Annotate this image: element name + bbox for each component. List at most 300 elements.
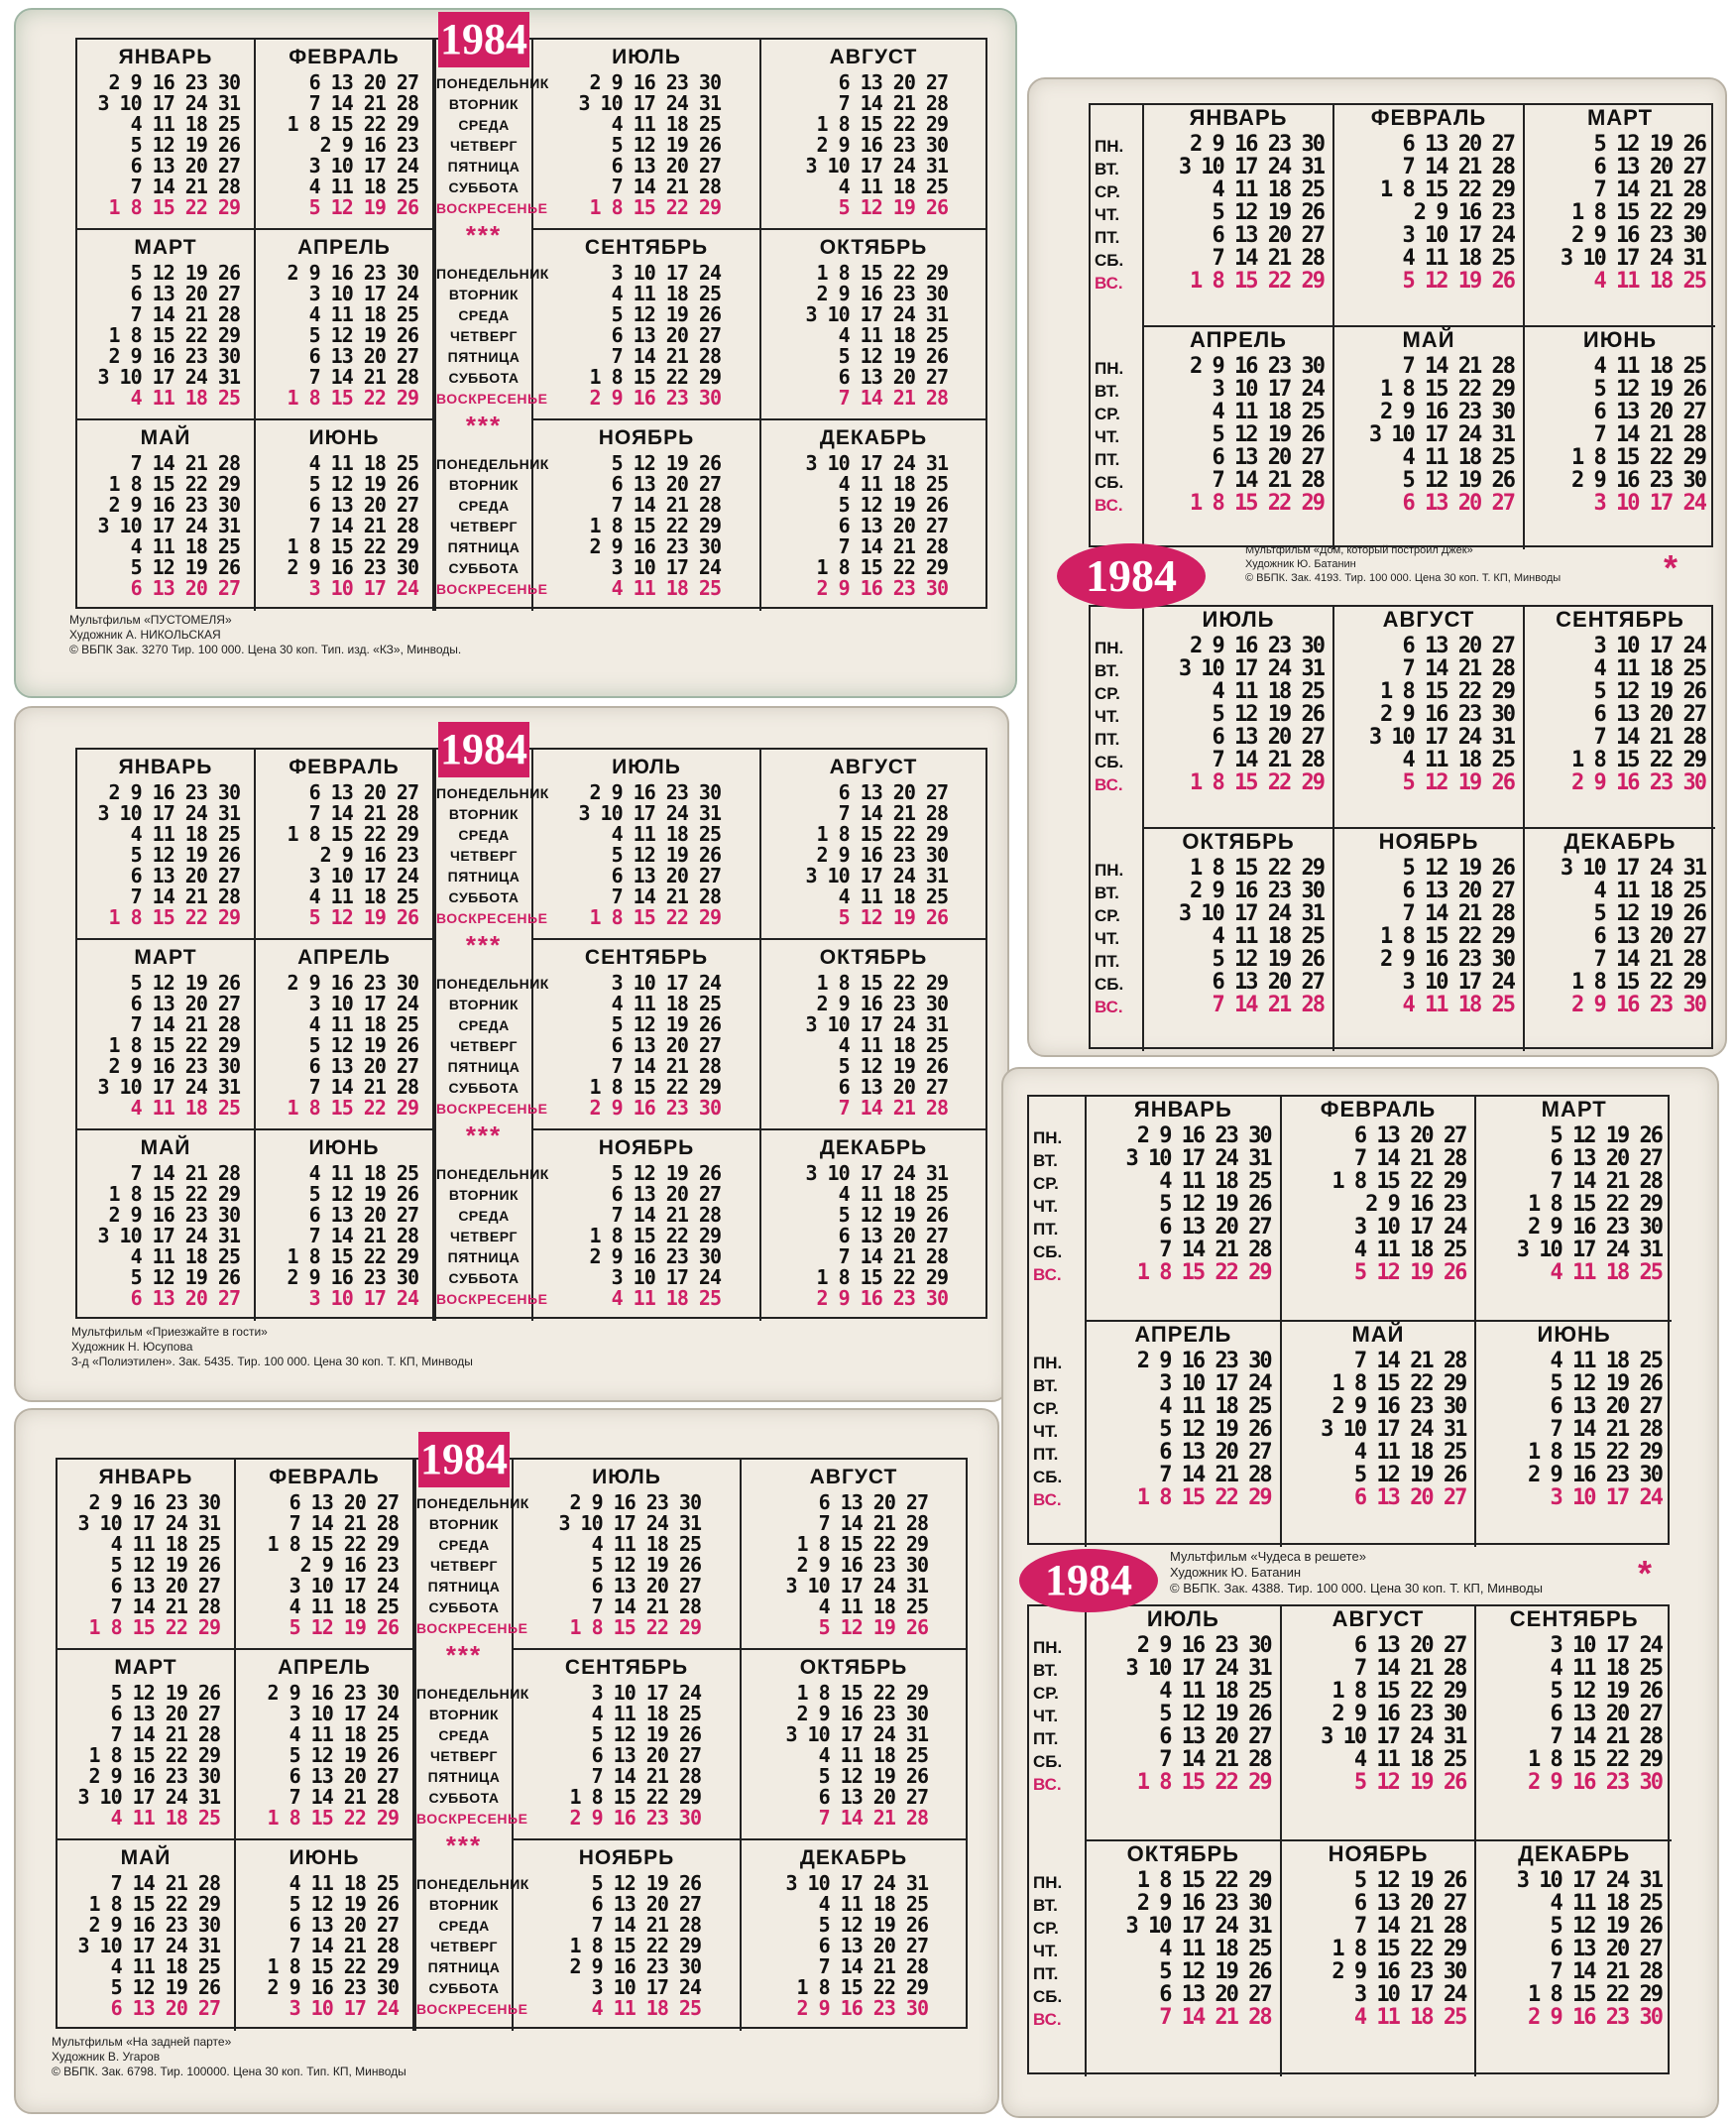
- day-row: 2 9 16 23 30: [88, 1490, 220, 1514]
- day-row: 7 14 21 28: [289, 1785, 399, 1809]
- day-row: 6 13 20 27: [1212, 970, 1324, 995]
- weekday-label: СР.: [1095, 684, 1120, 703]
- day-row: 7 14 21 28: [130, 885, 240, 908]
- day-row: 1 8 15 22 29: [816, 822, 948, 846]
- day-row: 4 11 18 25: [838, 1182, 948, 1206]
- month-block: [761, 230, 985, 420]
- day-row: 4 11 18 25: [1550, 1349, 1662, 1373]
- day-row: 2 9 16 23 30: [589, 70, 721, 94]
- day-row: 2 9 16 23 30: [287, 1265, 418, 1289]
- weekday-label: СУББОТА: [448, 1080, 520, 1096]
- day-row: 3 10 17 24: [1353, 1982, 1466, 2007]
- month-days: [91, 263, 240, 409]
- stars-divider: ***: [465, 930, 503, 960]
- month-name: НОЯБРЬ: [578, 1846, 675, 1869]
- day-row: 1 8 15 22 29: [287, 1244, 418, 1268]
- day-row: 4 11 18 25: [308, 451, 418, 475]
- day-row: 6 13 20 27: [308, 780, 418, 804]
- month-block: [58, 1840, 236, 2031]
- day-row: 7 14 21 28: [1402, 656, 1514, 681]
- day-row: 6 13 20 27: [1550, 1702, 1662, 1726]
- day-row: 2 9 16 23 30: [1136, 1349, 1271, 1373]
- month-name: ИЮНЬ: [308, 1136, 380, 1159]
- day-row: 3 10 17 24: [611, 1265, 721, 1289]
- day-row: 2 9 16 23 30: [1331, 1702, 1466, 1726]
- day-row: 3 10 17 24: [1159, 1371, 1271, 1396]
- day-row: 5 12 19 26: [838, 195, 948, 219]
- day-row: 4 11 18 25: [130, 534, 240, 558]
- day-row: 3 10 17 24 31: [1560, 856, 1705, 881]
- day-row: 5 12 19 26: [1353, 1260, 1466, 1285]
- day-row: 3 10 17 24 31: [1560, 246, 1705, 271]
- month-block: [1144, 105, 1334, 327]
- month-days: [799, 263, 948, 409]
- day-row: 6 13 20 27: [1402, 634, 1514, 658]
- weekday-label: ЧЕТВЕРГ: [450, 848, 518, 864]
- day-row: 3 10 17 24: [611, 971, 721, 995]
- day-row: 5 12 19 26: [308, 472, 418, 496]
- day-row: 4 11 18 25: [1593, 656, 1705, 681]
- day-row: 3 10 17 24: [1550, 1633, 1662, 1658]
- day-row: 6 13 20 27: [1402, 491, 1514, 516]
- day-row: 3 10 17 24 31: [1125, 1146, 1271, 1171]
- weekday-label: ПЯТНИЦА: [447, 1059, 521, 1075]
- weekday-label: СУББОТА: [428, 1980, 500, 1996]
- weekday-label: СРЕДА: [458, 1017, 510, 1033]
- day-row: 1 8 15 22 29: [1528, 1982, 1662, 2007]
- day-row: 4 11 18 25: [130, 386, 240, 410]
- day-row: 1 8 15 22 29: [589, 1224, 721, 1247]
- month-name: МАЙ: [140, 1136, 191, 1159]
- weekday-label: СУББОТА: [428, 1790, 500, 1806]
- month-name: СЕНТЯБРЬ: [584, 946, 709, 969]
- day-row: 3 10 17 24: [1402, 970, 1514, 995]
- weekday-column: [434, 15, 549, 611]
- day-row: 1 8 15 22 29: [816, 555, 948, 579]
- weekday-label: ПН.: [1095, 861, 1124, 880]
- day-row: 5 12 19 26: [1593, 132, 1705, 157]
- day-row: 5 12 19 26: [308, 323, 418, 347]
- month-block: [533, 1130, 761, 1321]
- month-days: [71, 1492, 220, 1638]
- month-name: ИЮЛЬ: [592, 1466, 661, 1488]
- month-block: [761, 940, 985, 1130]
- weekday-label: ВТОРНИК: [448, 1187, 520, 1203]
- day-row: 3 10 17 24 31: [785, 1871, 928, 1895]
- day-row: 2 9 16 23 30: [1380, 400, 1514, 424]
- weekday-label: ПН.: [1033, 1873, 1063, 1892]
- weekday-group: [436, 264, 549, 410]
- calendar-card-3: [14, 1408, 999, 2114]
- month-name: ЯНВАРЬ: [118, 46, 213, 68]
- month-block: [1144, 829, 1334, 1051]
- day-row: 1 8 15 22 29: [108, 472, 240, 496]
- day-row: 5 12 19 26: [289, 1743, 399, 1767]
- month-block: [1525, 829, 1715, 1051]
- month-block: [236, 1840, 414, 2031]
- month-block: [533, 940, 761, 1130]
- weekday-label: СР.: [1033, 1684, 1059, 1703]
- weekday-label: ПН.: [1095, 137, 1124, 156]
- day-row: 5 12 19 26: [1550, 1371, 1662, 1396]
- day-row: 2 9 16 23 30: [108, 1203, 240, 1227]
- day-row: 1 8 15 22 29: [589, 1075, 721, 1099]
- month-name: АПРЕЛЬ: [1189, 327, 1287, 352]
- day-row: 3 10 17 24 31: [1368, 725, 1514, 750]
- credit-line: 3-д «Полиэтилен». Зак. 5435. Тир. 100 000. Цена 30 коп. Т. КП, Минводы: [71, 1355, 473, 1368]
- day-row: 4 11 18 25: [308, 302, 418, 326]
- day-row: 4 11 18 25: [1593, 354, 1705, 379]
- month-name: ДЕКАБРЬ: [1563, 829, 1677, 854]
- day-row: 1 8 15 22 29: [569, 1615, 701, 1639]
- weekday-label: ВОСКРЕСЕНЬЕ: [436, 1101, 548, 1117]
- day-row: 1 8 15 22 29: [88, 1892, 220, 1916]
- weekday-label: ПТ.: [1095, 952, 1120, 971]
- month-days: [572, 263, 721, 409]
- day-row: 2 9 16 23 30: [1528, 1463, 1662, 1487]
- weekday-label: СБ.: [1095, 251, 1124, 270]
- month-name: ЯНВАРЬ: [118, 756, 213, 778]
- day-row: 7 14 21 28: [838, 1244, 948, 1268]
- day-row: 6 13 20 27: [1212, 445, 1324, 470]
- day-row: 3 10 17 24 31: [805, 451, 948, 475]
- weekday-label: ВС.: [1033, 1490, 1062, 1509]
- month-days: [91, 72, 240, 218]
- weekday-label: СБ.: [1095, 473, 1124, 492]
- weekday-label: ПН.: [1095, 639, 1124, 657]
- day-row: 4 11 18 25: [1353, 1440, 1466, 1465]
- month-name: ДЕКАБРЬ: [819, 426, 928, 449]
- month-name: ОКТЯБРЬ: [1126, 1841, 1239, 1866]
- day-row: 7 14 21 28: [838, 534, 948, 558]
- day-row: 4 11 18 25: [1402, 445, 1514, 470]
- weekday-label: ПЯТНИЦА: [447, 159, 521, 175]
- day-row: 1 8 15 22 29: [108, 1182, 240, 1206]
- day-row: 2 9 16 23 30: [816, 282, 948, 305]
- day-row: 2 9 16 23 30: [88, 1913, 220, 1937]
- day-row: 6 13 20 27: [1353, 1633, 1466, 1658]
- weekday-group: [436, 974, 549, 1120]
- day-row: 7 14 21 28: [1402, 354, 1514, 379]
- month-days: [572, 453, 721, 599]
- day-row: 4 11 18 25: [1402, 246, 1514, 271]
- day-row: 1 8 15 22 29: [1190, 491, 1324, 516]
- month-name: ОКТЯБРЬ: [799, 1656, 908, 1679]
- day-row: 5 12 19 26: [130, 843, 240, 867]
- day-row: 6 13 20 27: [818, 1934, 928, 1957]
- stars-divider: ***: [445, 1640, 483, 1670]
- weekday-label: ВС.: [1095, 775, 1123, 794]
- month-block: [514, 1650, 742, 1840]
- weekday-label: СРЕДА: [458, 827, 510, 843]
- day-row: 7 14 21 28: [289, 1934, 399, 1957]
- credits: [69, 613, 461, 657]
- label-column: [1029, 1097, 1087, 1547]
- month-days: [1343, 133, 1514, 293]
- day-row: 4 11 18 25: [1159, 1169, 1271, 1194]
- day-row: 5 12 19 26: [110, 1553, 220, 1577]
- weekday-label: ЧЕТВЕРГ: [450, 1229, 518, 1244]
- month-block: [1282, 1841, 1477, 2076]
- day-row: 3 10 17 24 31: [1368, 422, 1514, 447]
- day-row: 7 14 21 28: [1159, 1238, 1271, 1262]
- label-column: [1029, 1606, 1087, 2076]
- day-row: 1 8 15 22 29: [287, 386, 418, 410]
- day-row: 1 8 15 22 29: [1136, 1260, 1271, 1285]
- day-row: 7 14 21 28: [1550, 1169, 1662, 1194]
- month-block: [1087, 1097, 1282, 1322]
- day-row: 4 11 18 25: [838, 472, 948, 496]
- weekday-label: ВС.: [1095, 274, 1123, 293]
- day-row: 4 11 18 25: [130, 1244, 240, 1268]
- day-row: 3 10 17 24: [611, 555, 721, 579]
- credit-line: Художник Н. Юсупова: [71, 1340, 193, 1354]
- day-row: 2 9 16 23 30: [108, 493, 240, 517]
- month-name: ФЕВРАЛЬ: [289, 756, 400, 778]
- day-row: 3 10 17 24 31: [805, 1012, 948, 1036]
- month-days: [1535, 133, 1705, 293]
- day-row: 1 8 15 22 29: [1136, 1770, 1271, 1795]
- day-row: 3 10 17 24 31: [97, 1224, 240, 1247]
- day-row: 4 11 18 25: [110, 1532, 220, 1556]
- day-row: 1 8 15 22 29: [796, 1681, 928, 1705]
- month-block: [1334, 607, 1525, 829]
- day-row: 2 9 16 23 30: [569, 1490, 701, 1514]
- day-row: 2 9 16 23 30: [1331, 1394, 1466, 1419]
- day-row: 5 12 19 26: [1353, 1868, 1466, 1893]
- month-name: ИЮЛЬ: [1202, 607, 1275, 632]
- day-row: 3 10 17 24: [591, 1681, 701, 1705]
- day-row: 6 13 20 27: [110, 1702, 220, 1725]
- weekday-label: ПОНЕДЕЛЬНИК: [436, 456, 549, 472]
- day-row: 5 12 19 26: [1159, 1192, 1271, 1217]
- day-row: 5 12 19 26: [130, 133, 240, 157]
- day-row: 3 10 17 24: [591, 1975, 701, 1999]
- month-days: [1291, 1869, 1466, 2029]
- day-row: 1 8 15 22 29: [1331, 1937, 1466, 1961]
- day-row: 7 14 21 28: [130, 175, 240, 198]
- day-row: 3 10 17 24 31: [805, 154, 948, 177]
- calendar-grid-bottom: [1089, 605, 1713, 1049]
- day-row: 4 11 18 25: [818, 1892, 928, 1916]
- weekday-label: ВТ.: [1033, 1896, 1058, 1915]
- day-row: 5 12 19 26: [1402, 468, 1514, 493]
- weekday-label: ПТ.: [1095, 228, 1120, 247]
- weekday-label: ПТ.: [1095, 730, 1120, 749]
- month-block: [236, 1650, 414, 1840]
- month-block: [1334, 829, 1525, 1051]
- day-row: 3 10 17 24 31: [97, 801, 240, 825]
- day-row: 7 14 21 28: [611, 885, 721, 908]
- month-name: ОКТЯБРЬ: [819, 946, 928, 969]
- month-block: [1282, 1606, 1477, 1841]
- month-block: [77, 420, 256, 611]
- weekday-label: СР.: [1033, 1174, 1059, 1193]
- day-row: 3 10 17 24: [289, 1574, 399, 1597]
- day-row: 5 12 19 26: [1550, 1679, 1662, 1704]
- month-days: [270, 453, 418, 599]
- day-row: 7 14 21 28: [308, 365, 418, 389]
- day-row: 3 10 17 24: [308, 864, 418, 887]
- month-days: [572, 973, 721, 1119]
- day-row: 4 11 18 25: [289, 1594, 399, 1618]
- month-days: [71, 1873, 220, 2019]
- day-row: 1 8 15 22 29: [1528, 1440, 1662, 1465]
- credits: [1245, 543, 1561, 585]
- day-row: 5 12 19 26: [1212, 702, 1324, 727]
- label-column: [1091, 105, 1144, 549]
- day-row: 7 14 21 28: [1159, 2005, 1271, 2030]
- month-days: [1535, 857, 1705, 1016]
- month-name: АВГУСТ: [1382, 607, 1475, 632]
- day-row: 2 9 16 23: [1413, 200, 1514, 225]
- day-row: 7 14 21 28: [130, 1161, 240, 1185]
- month-days: [91, 782, 240, 928]
- day-row: 5 12 19 26: [838, 905, 948, 929]
- weekday-column: [414, 1435, 529, 2031]
- calendar-card-4: [1027, 77, 1727, 1057]
- day-row: 1 8 15 22 29: [1190, 770, 1324, 795]
- month-block: [742, 1840, 966, 2031]
- day-row: 7 14 21 28: [1353, 1656, 1466, 1681]
- day-row: 5 12 19 26: [611, 843, 721, 867]
- day-row: 2 9 16 23 30: [816, 576, 948, 600]
- month-days: [1096, 1634, 1271, 1794]
- day-row: 1 8 15 22 29: [816, 971, 948, 995]
- day-row: 7 14 21 28: [1353, 1914, 1466, 1939]
- day-row: 2 9 16 23 30: [1571, 468, 1705, 493]
- day-row: 1 8 15 22 29: [1136, 1868, 1271, 1893]
- month-days: [1535, 635, 1705, 794]
- weekday-label: ВС.: [1033, 1265, 1062, 1284]
- day-row: 6 13 20 27: [1593, 400, 1705, 424]
- month-block: [236, 1460, 414, 1650]
- weekday-label: ВТ.: [1033, 1661, 1058, 1680]
- day-row: 2 9 16 23 30: [287, 971, 418, 995]
- month-days: [1153, 133, 1324, 293]
- weekday-label: СБ.: [1033, 1752, 1063, 1771]
- weekday-label: ПОНЕДЕЛЬНИК: [436, 976, 549, 992]
- day-row: 5 12 19 26: [308, 905, 418, 929]
- day-row: 1 8 15 22 29: [796, 1975, 928, 1999]
- day-row: 2 9 16 23 30: [816, 133, 948, 157]
- month-days: [779, 1873, 928, 2019]
- day-row: 1 8 15 22 29: [589, 514, 721, 537]
- day-row: 7 14 21 28: [130, 451, 240, 475]
- day-row: 1 8 15 22 29: [1380, 679, 1514, 704]
- month-block: [1476, 1841, 1672, 2076]
- weekday-label: ПН.: [1033, 1128, 1063, 1147]
- month-name: МАРТ: [114, 1656, 177, 1679]
- day-row: 3 10 17 24 31: [805, 1161, 948, 1185]
- day-row: 1 8 15 22 29: [589, 195, 721, 219]
- month-block: [77, 940, 256, 1130]
- weekday-label: ПТ.: [1033, 1445, 1059, 1464]
- day-row: 6 13 20 27: [838, 70, 948, 94]
- month-block: [761, 420, 985, 611]
- day-row: 1 8 15 22 29: [816, 1265, 948, 1289]
- day-row: 4 11 18 25: [308, 885, 418, 908]
- day-row: 6 13 20 27: [838, 1075, 948, 1099]
- month-days: [1096, 1350, 1271, 1509]
- day-row: 3 10 17 24: [308, 992, 418, 1015]
- day-row: 3 10 17 24 31: [97, 1075, 240, 1099]
- day-row: 3 10 17 24: [1212, 377, 1324, 402]
- day-row: 5 12 19 26: [130, 555, 240, 579]
- month-name: МАРТ: [134, 946, 197, 969]
- weekday-label: СРЕДА: [458, 117, 510, 133]
- weekday-group: [436, 73, 549, 219]
- day-row: 4 11 18 25: [1402, 993, 1514, 1017]
- day-row: 6 13 20 27: [130, 992, 240, 1015]
- day-row: 6 13 20 27: [110, 1996, 220, 2020]
- day-row: 2 9 16 23 30: [1190, 634, 1324, 658]
- day-row: 4 11 18 25: [1159, 1679, 1271, 1704]
- day-row: 7 14 21 28: [289, 1511, 399, 1535]
- day-row: 2 9 16 23 30: [1190, 879, 1324, 903]
- month-block: [514, 1460, 742, 1650]
- weekday-label: ЧЕТВЕРГ: [450, 138, 518, 154]
- year-label: 1984: [438, 722, 529, 777]
- day-row: 7 14 21 28: [1353, 1349, 1466, 1373]
- weekday-label: СБ.: [1095, 975, 1124, 994]
- month-days: [1343, 635, 1514, 794]
- day-row: 2 9 16 23 30: [589, 386, 721, 410]
- weekday-label: ВОСКРЕСЕНЬЕ: [436, 391, 548, 407]
- day-row: 4 11 18 25: [1353, 2005, 1466, 2030]
- day-row: 4 11 18 25: [1212, 400, 1324, 424]
- credit-line: Мультфильм «Дом, который построил Джек»: [1245, 544, 1473, 556]
- weekday-label: ПЯТНИЦА: [447, 539, 521, 555]
- month-name: АВГУСТ: [829, 46, 918, 68]
- day-row: 4 11 18 25: [1159, 1937, 1271, 1961]
- day-row: 6 13 20 27: [1550, 1394, 1662, 1419]
- month-days: [1343, 355, 1514, 515]
- month-block: [256, 420, 434, 611]
- day-row: 5 12 19 26: [289, 1892, 399, 1916]
- day-row: 5 12 19 26: [1159, 1702, 1271, 1726]
- day-row: 6 13 20 27: [289, 1490, 399, 1514]
- credit-line: Художник Ю. Батанин: [1245, 558, 1356, 570]
- month-block: [761, 40, 985, 230]
- day-row: 3 10 17 24 31: [805, 864, 948, 887]
- month-block: [533, 420, 761, 611]
- day-row: 2 9 16 23 30: [1571, 993, 1705, 1017]
- day-row: 2 9 16 23 30: [816, 1286, 948, 1310]
- month-days: [799, 72, 948, 218]
- weekday-label: ВС.: [1033, 2010, 1062, 2029]
- day-row: 2 9 16 23 30: [287, 555, 418, 579]
- day-row: 2 9 16 23 30: [1190, 132, 1324, 157]
- day-row: 6 13 20 27: [110, 1574, 220, 1597]
- day-row: 5 12 19 26: [818, 1764, 928, 1788]
- day-row: 2 9 16 23 30: [108, 344, 240, 368]
- month-block: [256, 1130, 434, 1321]
- day-row: 4 11 18 25: [289, 1871, 399, 1895]
- weekday-label: СУББОТА: [448, 370, 520, 386]
- month-name: АПРЕЛЬ: [278, 1656, 371, 1679]
- weekday-label: ВОСКРЕСЕНЬЕ: [416, 2001, 528, 2017]
- day-row: 1 8 15 22 29: [1571, 200, 1705, 225]
- day-row: 3 10 17 24: [1550, 1485, 1662, 1510]
- weekday-label: ВТОРНИК: [448, 806, 520, 822]
- day-row: 6 13 20 27: [1353, 1123, 1466, 1148]
- day-row: 6 13 20 27: [289, 1913, 399, 1937]
- day-row: 5 12 19 26: [611, 133, 721, 157]
- day-row: 4 11 18 25: [818, 1743, 928, 1767]
- day-row: 3 10 17 24 31: [1178, 901, 1324, 926]
- day-row: 1 8 15 22 29: [1331, 1371, 1466, 1396]
